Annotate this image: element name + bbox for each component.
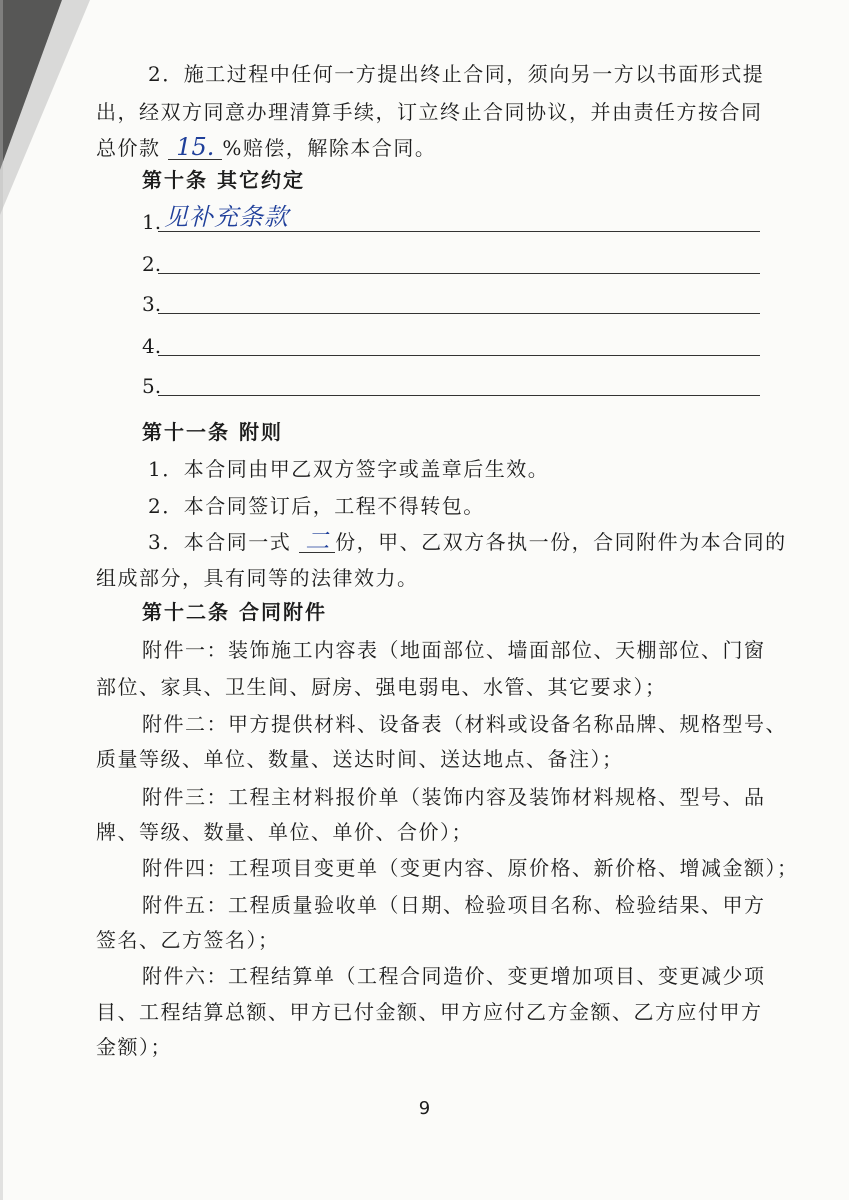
article-11-item-3-line-2: 组成部分，具有同等的法律效力。	[96, 566, 419, 590]
fill-line	[158, 355, 760, 356]
other-agreement-item-2	[142, 248, 760, 278]
fill-line	[158, 313, 760, 314]
attachment-3-line-1: 附件三：工程主材料报价单（装饰内容及装饰材料规格、型号、品	[142, 785, 766, 809]
attachment-6-line-3: 金额）；	[96, 1035, 172, 1059]
article-12-heading: 第十二条 合同附件	[142, 600, 327, 624]
article-11-heading: 第十一条 附则	[142, 420, 283, 444]
clause-2-line-3	[96, 134, 436, 162]
other-agreement-item-5	[142, 370, 760, 400]
attachment-6-line-2: 目、工程结算总额、甲方已付金额、甲方应付乙方金额、乙方应付甲方	[96, 1000, 763, 1024]
item-number: 2.	[142, 252, 162, 276]
article-11-item-3-prefix: 3．本合同一式	[148, 530, 292, 554]
attachment-5-line-2: 签名、乙方签名）；	[96, 928, 280, 952]
item-number: 5.	[142, 374, 162, 398]
other-agreement-item-1	[142, 203, 760, 236]
item-number: 3.	[142, 292, 162, 316]
attachment-5-line-1: 附件五：工程质量验收单（日期、检验项目名称、检验结果、甲方	[142, 893, 766, 917]
fill-line	[158, 273, 760, 274]
attachment-2-line-1: 附件二：甲方提供材料、设备表（材料或设备名称品牌、规格型号、	[142, 712, 787, 736]
page-number: 9	[418, 1098, 431, 1119]
copies-count-fill: 二	[299, 530, 335, 553]
fill-line	[158, 395, 760, 396]
attachment-1-line-2: 部位、家具、卫生间、厨房、强电弱电、水管、其它要求）；	[96, 675, 667, 699]
item-number: 4.	[142, 334, 162, 358]
article-10-heading: 第十条 其它约定	[142, 168, 305, 192]
other-agreement-item-4	[142, 330, 760, 360]
article-11-item-1: 1．本合同由甲乙双方签字或盖章后生效。	[148, 457, 550, 481]
clause-2-line-1: 2．施工过程中任何一方提出终止合同，须向另一方以书面形式提	[148, 62, 765, 86]
clause-2-line-3-prefix: 总价款	[96, 136, 161, 160]
other-agreement-item-3	[142, 288, 760, 318]
article-11-item-2: 2．本合同签订后，工程不得转包。	[148, 494, 485, 518]
clause-2-line-3-suffix: %赔偿，解除本合同。	[222, 136, 437, 160]
article-11-item-3-suffix: 份，甲、乙双方各执一份，合同附件为本合同的	[335, 530, 787, 554]
clause-2-line-2: 出，经双方同意办理清算手续，订立终止合同协议，并由责任方按合同	[96, 100, 763, 124]
attachment-6-line-1: 附件六：工程结算单（工程合同造价、变更增加项目、变更减少项	[142, 964, 766, 988]
attachment-1-line-1: 附件一：装饰施工内容表（地面部位、墙面部位、天棚部位、门窗	[142, 638, 766, 662]
handwritten-fill: 见补充条款	[164, 203, 289, 231]
compensation-percent-fill: 15.	[168, 135, 222, 160]
attachment-2-line-2: 质量等级、单位、数量、送达时间、送达地点、备注）；	[96, 747, 624, 771]
article-11-item-3	[148, 528, 787, 556]
attachment-4-line-1: 附件四：工程项目变更单（变更内容、原价格、新价格、增减金额）；	[142, 856, 799, 880]
attachment-3-line-2: 牌、等级、数量、单位、单价、合价）；	[96, 820, 473, 844]
item-number: 1.	[142, 210, 162, 234]
